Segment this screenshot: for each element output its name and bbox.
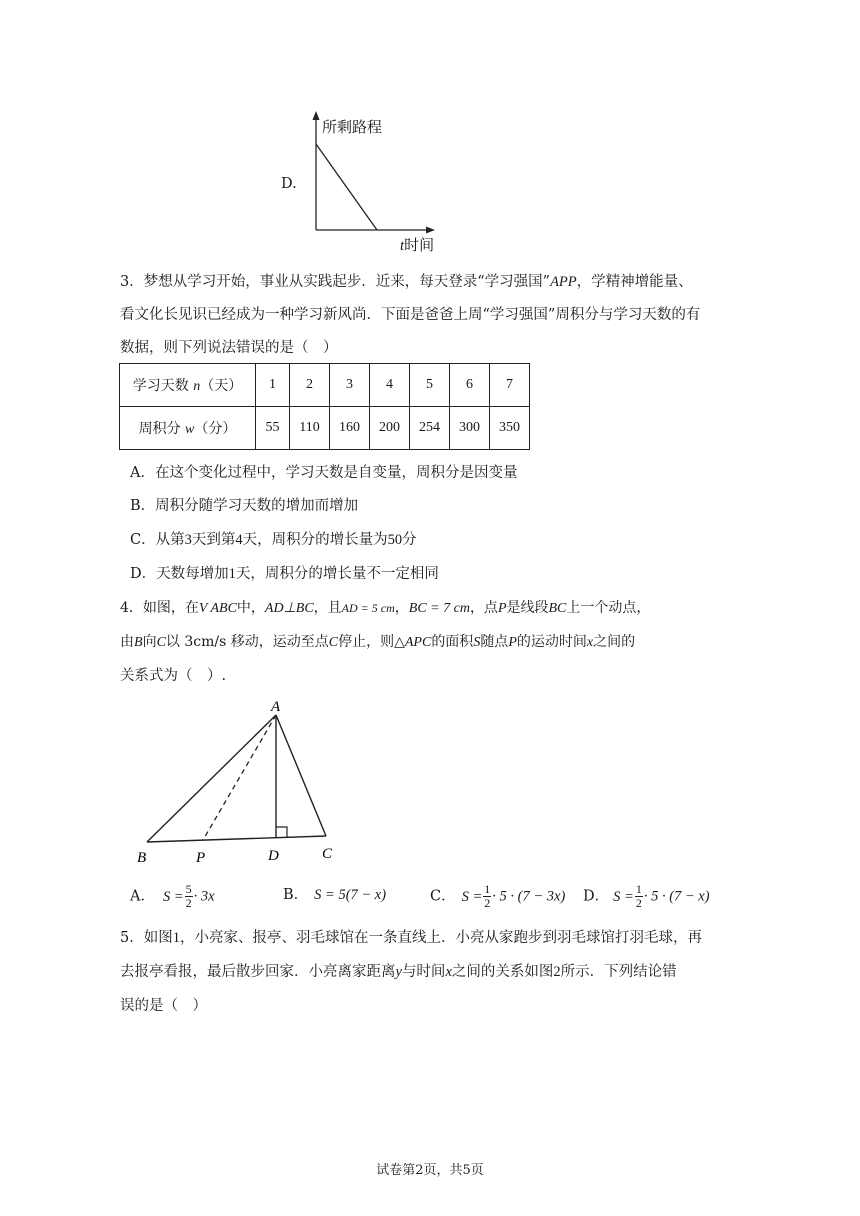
q3-line1 bbox=[120, 272, 693, 292]
side-bc bbox=[147, 836, 326, 842]
q4-line2: 由B向C以 3cm/s 移动，运动至点C停止，则△APC的面积S随点P的运动时间x之间的 bbox=[120, 634, 636, 650]
q3-option-b: B．周积分随学习天数的增加而增加 bbox=[130, 498, 359, 514]
q3-option-a: A．在这个变化过程中，学习天数是自变量，周积分是因变量 bbox=[130, 465, 518, 481]
q3-text-1b: ，学精神增能量、 bbox=[576, 274, 693, 290]
table-row-score bbox=[120, 407, 530, 450]
table-cell: 1 bbox=[256, 364, 290, 407]
table-cell: 6 bbox=[450, 364, 490, 407]
x-axis-label bbox=[400, 234, 434, 255]
table-cell: 7 bbox=[490, 364, 530, 407]
vertex-label-b: B bbox=[137, 850, 147, 866]
q4-line3: 关系式为（ ）. bbox=[120, 668, 227, 684]
q4-option-a: A． S = $\frac{5}{2}$ · 3x bbox=[130, 882, 215, 910]
triangle-figure bbox=[130, 695, 350, 880]
table-cell: 55 bbox=[256, 407, 290, 450]
table-cell: 254 bbox=[410, 407, 450, 450]
table-header-days: 学习天数 n（天） bbox=[120, 364, 256, 407]
vertex-label-c: C bbox=[322, 846, 333, 862]
option-d-label: D. bbox=[281, 176, 297, 192]
q5-line3: 误的是（ ） bbox=[120, 998, 207, 1014]
graph-line bbox=[316, 144, 377, 230]
q4-line1: 4．如图，在V ABC中，AD⊥BC，且AD = 5 cm，BC = 7 cm，点P是线段BC上一个动点， bbox=[120, 600, 651, 616]
x-axis-arrow bbox=[426, 227, 435, 234]
x-axis-text: 时间 bbox=[404, 236, 435, 254]
table-cell: 110 bbox=[290, 407, 330, 450]
q3-app: APP bbox=[550, 274, 577, 290]
q4-option-c: C． S = $\frac{1}{2}$ · 5 · (7 − 3x) bbox=[430, 882, 566, 910]
q5-line2: 去报亭看报，最后散步回家．小亮离家距离y与时间x之间的关系如图2所示．下列结论错 bbox=[120, 964, 677, 980]
q4-option-b: B． S = 5(7 − x) bbox=[283, 887, 387, 903]
table-header-score: 周积分 w（分） bbox=[120, 407, 256, 450]
q3-line2: 看文化长见识已经成为一种学习新风尚．下面是爸爸上周“学习强国”周积分与学习天数的有 bbox=[120, 307, 701, 323]
table-cell: 2 bbox=[290, 364, 330, 407]
table-cell: 300 bbox=[450, 407, 490, 450]
vertex-label-d: D bbox=[268, 848, 279, 864]
q3-option-d: D．天数每增加1天，周积分的增长量不一定相同 bbox=[130, 566, 439, 582]
q3-line3: 数据，则下列说法错误的是（ ） bbox=[120, 340, 338, 356]
page-footer: 试卷第2页，共5页 bbox=[376, 1163, 484, 1178]
q3-text-1: 3．梦想从学习开始，事业从实践起步．近来，每天登录“学习强国” bbox=[120, 274, 551, 290]
side-ac bbox=[276, 715, 326, 836]
x-axis-variable: t bbox=[400, 238, 405, 254]
table-cell: 5 bbox=[410, 364, 450, 407]
table-row-days bbox=[120, 364, 530, 407]
table-cell: 3 bbox=[330, 364, 370, 407]
table-cell: 350 bbox=[490, 407, 530, 450]
vertex-label-p: P bbox=[196, 850, 206, 866]
table-cell: 160 bbox=[330, 407, 370, 450]
y-axis-label: 所剩路程 bbox=[322, 118, 383, 136]
q4-option-d: D． S = $\frac{1}{2}$ · 5 · (7 − x) bbox=[583, 882, 710, 910]
q3-option-c: C．从第3天到第4天，周积分的增长量为50分 bbox=[130, 532, 417, 548]
segment-ap bbox=[203, 715, 276, 840]
table-cell: 200 bbox=[370, 407, 410, 450]
q5-line1: 5．如图1，小亮家、报亭、羽毛球馆在一条直线上．小亮从家跑步到羽毛球馆打羽毛球，再 bbox=[120, 930, 702, 946]
q3-data-table bbox=[119, 363, 530, 450]
y-axis-arrow bbox=[313, 111, 320, 120]
right-angle-mark bbox=[276, 827, 287, 838]
vertex-label-a: A bbox=[271, 699, 281, 715]
side-ab bbox=[147, 715, 276, 842]
table-cell: 4 bbox=[370, 364, 410, 407]
